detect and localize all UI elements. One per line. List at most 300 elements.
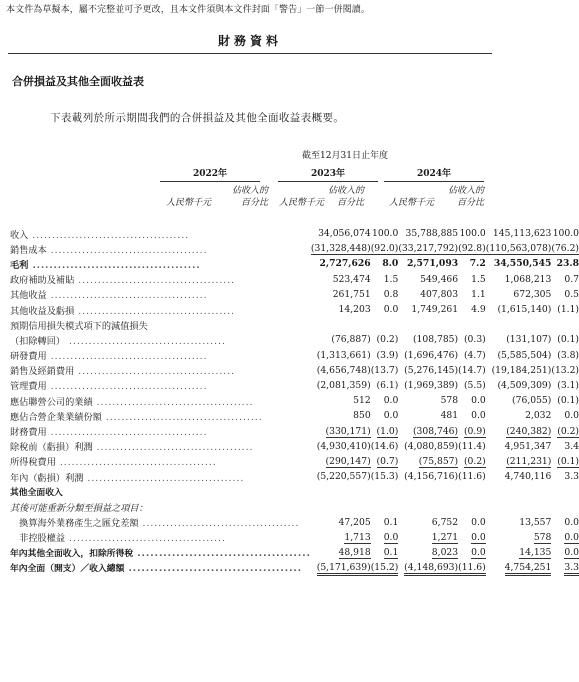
row-value-text: (14.6) [370, 440, 399, 452]
row-label [10, 499, 311, 514]
row-value [371, 302, 399, 317]
row-value-text: 578 [533, 531, 552, 543]
row-label-text: 銷售成本 [10, 244, 47, 256]
row-value-text: (5,220,557) [316, 471, 371, 483]
period-header-text: 截至12月31日止年度 [302, 151, 388, 161]
row-value [311, 226, 371, 241]
row-value [486, 256, 552, 271]
table-row [10, 515, 579, 530]
row-label-text: 毛利 [10, 259, 29, 271]
row-label-text: 研發費用 [10, 351, 47, 363]
row-value-text: (0.2) [376, 334, 399, 346]
row-value [371, 545, 399, 560]
row-value [486, 393, 552, 408]
row-value [551, 272, 579, 287]
row-value [371, 499, 399, 514]
row-value-text: 512 [353, 395, 371, 407]
row-value-text: 4,754,251 [505, 562, 552, 576]
table-row [10, 454, 579, 469]
row-value-text: (4,080,859) [404, 440, 459, 452]
row-value [486, 545, 552, 560]
row-value-text: 3.3 [564, 562, 579, 576]
row-label [10, 287, 311, 302]
year-2022: 2022年 [160, 166, 260, 182]
col-amount-2024: 人民幣千元 [388, 198, 434, 208]
row-value [311, 241, 371, 256]
table-row [10, 423, 579, 438]
row-value [458, 530, 486, 545]
row-value-text: 0.7 [564, 273, 579, 285]
row-value [398, 545, 458, 560]
row-value-text: (19,184,251) [491, 364, 552, 376]
row-value-text: (76,055) [512, 395, 552, 407]
row-label-text: 應佔合營企業業績份額 [10, 411, 102, 423]
row-value [398, 515, 458, 530]
row-value-text: (0.3) [463, 334, 486, 346]
row-value [311, 256, 371, 271]
row-value [311, 317, 371, 332]
row-value [371, 332, 399, 347]
leader-dots: ........................................ [46, 381, 208, 393]
row-label-text: 政府補助及補貼 [10, 275, 75, 287]
row-value [371, 423, 399, 438]
row-label-text: 年內其他全面收入，扣除所得稅 [10, 549, 134, 560]
row-value-text: 1,749,261 [411, 304, 459, 316]
row-value-text: (76,887) [331, 334, 371, 346]
row-value-text: (5.5) [463, 379, 486, 391]
row-value-text: 549,466 [420, 273, 459, 285]
leader-dots: ........................................ [124, 564, 303, 575]
row-value [398, 408, 458, 423]
row-value-text: (15.2) [371, 562, 399, 576]
row-value [371, 408, 399, 423]
leader-dots: ........................................ [55, 457, 217, 469]
row-value-text: (131,107) [506, 334, 552, 346]
row-value-text: (0.2) [557, 425, 579, 437]
row-value-text: (5,276,145) [404, 364, 459, 376]
row-label-text: 所得稅費用 [10, 457, 56, 469]
col-pct-2022 [218, 185, 268, 209]
row-value-text: (3.1) [557, 379, 579, 391]
row-value-text: (0.1) [557, 334, 579, 346]
row-value [311, 499, 371, 514]
row-label [10, 560, 311, 575]
row-value [311, 302, 371, 317]
row-value [551, 530, 579, 545]
row-value [486, 439, 552, 454]
row-label-text: （扣除轉回） [10, 335, 66, 347]
row-value [398, 378, 458, 393]
row-label [10, 515, 311, 530]
row-value-text: (240,382) [506, 425, 552, 437]
row-value-text: 0.0 [471, 395, 486, 407]
row-value-text: 0.0 [383, 531, 399, 543]
row-value-text: (4,930,410) [316, 440, 371, 452]
table-row [10, 469, 579, 484]
row-value [486, 515, 552, 530]
row-value [458, 226, 486, 241]
row-value [311, 484, 371, 499]
row-value-text: 100.0 [459, 228, 486, 240]
row-value [398, 560, 458, 575]
year-2023: 2023年 [278, 166, 378, 182]
row-label [10, 439, 311, 454]
leader-dots: ........................................ [46, 351, 208, 363]
row-value [371, 272, 399, 287]
table-row [10, 317, 579, 332]
leader-dots: ........................................ [83, 472, 245, 484]
row-value-text: 1.5 [383, 273, 399, 285]
row-value-text: (76.2) [551, 243, 579, 255]
leader-dots: ........................................ [65, 335, 226, 347]
col-pct-line1: 佔收入的 [231, 186, 268, 196]
row-value-text: 0.1 [383, 516, 399, 528]
row-value [398, 484, 458, 499]
row-value-text: (4.7) [463, 349, 486, 361]
row-value-text: 2,727,626 [319, 258, 371, 270]
row-label [10, 484, 311, 499]
row-value-text: (0.7) [376, 455, 399, 467]
table-row [10, 287, 579, 302]
row-label [10, 272, 311, 287]
row-value-text: 4.9 [471, 304, 486, 316]
row-label [10, 332, 311, 347]
row-value-text: (0.1) [557, 455, 579, 467]
row-value [486, 423, 552, 438]
row-value [458, 393, 486, 408]
row-value [371, 226, 399, 241]
row-value [551, 560, 579, 575]
year-headers [0, 166, 500, 180]
row-value-text: 481 [440, 410, 459, 422]
row-value-text: 1,271 [431, 531, 459, 543]
row-value [398, 530, 458, 545]
row-label [10, 348, 311, 363]
row-value [398, 393, 458, 408]
row-value [486, 530, 552, 545]
row-value-text: 0.0 [471, 547, 486, 559]
row-label [10, 454, 311, 469]
row-value-text: 2,032 [525, 410, 552, 422]
table-row [10, 363, 579, 378]
row-value [311, 439, 371, 454]
row-value [486, 499, 552, 514]
row-value-text: (33,217,792) [398, 243, 459, 255]
row-value [371, 439, 399, 454]
row-value-text: 145,113,623 [492, 228, 552, 240]
row-label-text: 年內全面（開支）／收入總額 [10, 564, 125, 575]
row-value [458, 272, 486, 287]
row-value [371, 241, 399, 256]
leader-dots: ........................................ [28, 229, 190, 241]
row-value [551, 408, 579, 423]
row-value-text: 35,788,885 [405, 228, 459, 240]
row-label [10, 408, 311, 423]
row-value [458, 469, 486, 484]
table-row [10, 560, 579, 575]
row-value-text: (108,785) [412, 334, 459, 346]
table-row [10, 499, 579, 514]
row-value-text: (110,563,078) [485, 243, 552, 255]
row-value [486, 302, 552, 317]
row-value [398, 423, 458, 438]
row-value-text: 407,803 [420, 288, 459, 300]
row-label [10, 530, 311, 545]
row-value [371, 454, 399, 469]
row-value-text: (4,509,309) [497, 379, 552, 391]
row-value-text: 1.5 [471, 273, 486, 285]
row-value-text: (290,147) [325, 455, 371, 467]
row-value [458, 317, 486, 332]
row-value [551, 378, 579, 393]
row-value [551, 545, 579, 560]
leader-dots: ........................................ [92, 442, 254, 454]
row-value [458, 499, 486, 514]
col-pct-2023 [320, 185, 364, 209]
row-value [311, 515, 371, 530]
row-value [311, 378, 371, 393]
row-value [398, 302, 458, 317]
row-value [371, 560, 399, 575]
leader-dots: ........................................ [65, 533, 226, 545]
row-value [398, 363, 458, 378]
row-value-text: (330,171) [325, 425, 371, 437]
row-value [458, 454, 486, 469]
row-value-text: (31,328,448) [310, 243, 371, 255]
row-value [398, 469, 458, 484]
col-pct-line2: 百分比 [456, 198, 484, 208]
row-value [458, 515, 486, 530]
row-value [551, 499, 579, 514]
table-row [10, 408, 579, 423]
row-value-text: 0.8 [383, 288, 399, 300]
row-value-text: (2,081,359) [316, 379, 371, 391]
row-value-text: 0.0 [383, 410, 399, 422]
row-value-text: 8,023 [431, 547, 459, 559]
table-row [10, 545, 579, 560]
row-value-text: 13,557 [519, 516, 552, 528]
leader-dots: ........................................ [46, 427, 208, 439]
leader-dots: ........................................ [138, 518, 300, 530]
row-value [458, 332, 486, 347]
row-value [311, 393, 371, 408]
row-label [10, 378, 311, 393]
row-value [551, 348, 579, 363]
row-value-text: 23.8 [556, 258, 579, 270]
leader-dots: ........................................ [74, 275, 236, 287]
row-value [398, 499, 458, 514]
row-value-text: (4,156,716) [404, 471, 459, 483]
row-value-text: 2,571,093 [406, 258, 459, 270]
row-value-text: (13.2) [551, 364, 579, 376]
row-label-text: 其他收益 [10, 290, 47, 302]
row-value [458, 439, 486, 454]
row-value [311, 287, 371, 302]
row-label-text: 管理費用 [10, 381, 47, 393]
row-value [486, 332, 552, 347]
row-value-text: (1,696,476) [404, 349, 459, 361]
title-rule [8, 53, 492, 54]
row-value [458, 287, 486, 302]
row-label [10, 317, 311, 332]
row-value-text: (92.0) [370, 243, 399, 255]
row-value-text: (1.0) [376, 425, 399, 437]
row-value-text: 34,056,074 [318, 228, 371, 240]
leader-dots: ........................................ [92, 396, 254, 408]
table-row [10, 439, 579, 454]
row-value-text: 0.1 [383, 547, 399, 559]
row-value-text: (92.8) [458, 243, 486, 255]
col-pct-line2: 百分比 [336, 198, 364, 208]
row-value-text: 261,751 [332, 288, 371, 300]
table-row [10, 348, 579, 363]
row-value [371, 378, 399, 393]
row-value [551, 256, 579, 271]
income-statement-table [10, 226, 579, 575]
row-label-text: 銷售及經銷費用 [10, 366, 75, 378]
col-pct-line2: 百分比 [240, 198, 268, 208]
row-label [10, 302, 311, 317]
row-value-text: 1,713 [344, 531, 371, 543]
row-value [551, 332, 579, 347]
row-label-text: 非控股權益 [10, 533, 66, 545]
row-label [10, 423, 311, 438]
row-value [371, 317, 399, 332]
row-label [10, 545, 311, 560]
row-value-text: 0.0 [471, 410, 486, 422]
row-label-text: 預期信用損失模式項下的減值損失 [10, 320, 148, 332]
row-value-text: 3.4 [564, 440, 579, 452]
row-value-text: (0.2) [463, 455, 486, 467]
row-value [551, 469, 579, 484]
row-value [458, 363, 486, 378]
row-value [551, 454, 579, 469]
row-value [398, 256, 458, 271]
row-value [311, 348, 371, 363]
row-value [551, 317, 579, 332]
leader-dots: ........................................ [74, 305, 236, 317]
row-value [551, 484, 579, 499]
row-value [371, 287, 399, 302]
row-value [458, 484, 486, 499]
row-value [486, 484, 552, 499]
row-value [551, 287, 579, 302]
row-value-text: 47,205 [338, 516, 371, 528]
row-value-text: 850 [353, 410, 371, 422]
table-body [10, 226, 579, 575]
row-value [458, 545, 486, 560]
col-amount-2023: 人民幣千元 [278, 198, 324, 208]
subtitle: 合併損益及其他全面收益表 [12, 75, 144, 88]
leader-dots: ........................................ [46, 290, 208, 302]
row-value [551, 423, 579, 438]
table-row [10, 226, 579, 241]
leader-dots: ........................................ [133, 549, 311, 560]
row-value [458, 302, 486, 317]
row-value [398, 241, 458, 256]
row-value [458, 378, 486, 393]
row-value-text: 100.0 [372, 228, 399, 240]
row-label-text: 年內（虧損）利潤 [10, 472, 84, 484]
row-value-text: 4,951,347 [504, 440, 552, 452]
row-value [371, 484, 399, 499]
row-value [398, 439, 458, 454]
row-value [371, 256, 399, 271]
row-value-text: 48,918 [338, 547, 371, 559]
row-value [311, 423, 371, 438]
col-pct-line1: 佔收入的 [447, 186, 484, 196]
row-value-text: 672,305 [513, 288, 552, 300]
row-value [486, 348, 552, 363]
row-value [486, 272, 552, 287]
row-value-text: (11.6) [458, 471, 486, 483]
row-value-text: (4,148,693) [404, 562, 458, 576]
row-value-text: (1,615,140) [497, 304, 552, 316]
row-value-text: (1,969,389) [404, 379, 459, 391]
row-value-text: 0.0 [564, 547, 579, 559]
row-value [371, 393, 399, 408]
row-value-text: 1.1 [471, 288, 486, 300]
row-value-text: 1,068,213 [504, 273, 552, 285]
row-value-text: (6.1) [376, 379, 399, 391]
row-label-text: 應佔聯營公司的業績 [10, 396, 93, 408]
row-value-text: 8.0 [382, 258, 399, 270]
row-value [486, 560, 552, 575]
row-value [551, 393, 579, 408]
row-value [311, 469, 371, 484]
table-row [10, 378, 579, 393]
row-value [398, 348, 458, 363]
table-row [10, 272, 579, 287]
row-label-text: 其他全面收入 [10, 488, 63, 499]
row-value [551, 363, 579, 378]
table-row [10, 393, 579, 408]
row-value [486, 241, 552, 256]
row-value-text: (1.1) [557, 304, 579, 316]
row-value [551, 241, 579, 256]
row-label-text: 換算海外業務產生之匯兌差額 [10, 518, 139, 530]
row-value-text: 0.0 [471, 516, 486, 528]
table-row [10, 256, 579, 271]
row-value-text: (3.9) [376, 349, 399, 361]
row-value-text: (11.4) [458, 440, 486, 452]
leader-dots: ........................................ [46, 244, 208, 256]
row-label-text: 除稅前（虧損）利潤 [10, 442, 93, 454]
row-label [10, 256, 311, 271]
row-value [458, 256, 486, 271]
row-value-text: 4,740,116 [504, 471, 552, 483]
row-value [458, 241, 486, 256]
col-amount-2022: 人民幣千元 [165, 198, 211, 208]
row-value-text: 6,752 [431, 516, 459, 528]
row-value [311, 272, 371, 287]
row-value [371, 469, 399, 484]
row-label [10, 469, 311, 484]
row-value-text: (15.3) [370, 471, 399, 483]
row-label [10, 226, 311, 241]
row-value-text: 0.0 [564, 410, 579, 422]
row-value-text: 0.0 [383, 395, 399, 407]
row-value [311, 545, 371, 560]
row-value-text: 34,550,545 [493, 258, 552, 270]
row-value-text: (3.8) [557, 349, 579, 361]
row-value [398, 287, 458, 302]
row-label [10, 393, 311, 408]
row-value [371, 515, 399, 530]
table-row [10, 332, 579, 347]
row-value [311, 530, 371, 545]
row-value-text: 100.0 [552, 228, 579, 240]
